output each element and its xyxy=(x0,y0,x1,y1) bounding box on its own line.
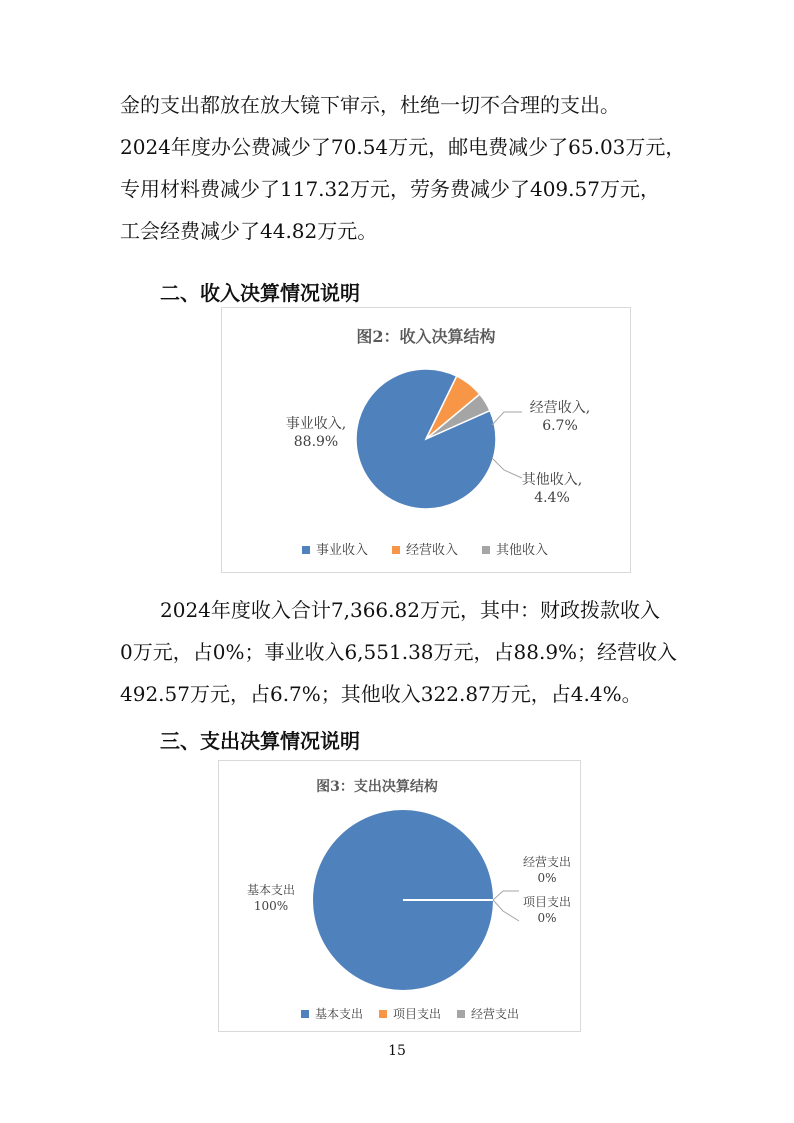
income-chart xyxy=(221,307,631,573)
data-label: 4.4% xyxy=(534,490,570,506)
legend-item: 事业收入 xyxy=(316,543,369,558)
leader-line xyxy=(493,891,519,900)
data-label: 6.7% xyxy=(542,418,578,434)
legend-item: 项目支出 xyxy=(393,1007,442,1021)
text-line: 专用材料费减少了117.32万元，劳务费减少了409.57万元， xyxy=(120,177,660,201)
legend-item: 其他收入 xyxy=(496,543,549,558)
text-line: 2024年度办公费减少了70.54万元，邮电费减少了65.03万元， xyxy=(120,135,686,159)
text-line: 492.57万元，占6.7%；其他收入322.87万元，占4.4%。 xyxy=(120,682,642,706)
data-label: 事业收入, xyxy=(285,416,347,432)
data-label: 其他收入, xyxy=(521,472,583,488)
page-number: 15 xyxy=(388,1043,406,1059)
expenditure-chart xyxy=(218,760,581,1032)
data-label: 88.9% xyxy=(293,434,339,450)
data-label: 项目支出 xyxy=(522,895,572,909)
legend-item: 经营支出 xyxy=(471,1007,520,1021)
leader-line xyxy=(492,458,522,478)
legend-item: 基本支出 xyxy=(315,1007,364,1021)
income-paragraph xyxy=(120,589,680,715)
text-line: 金的支出都放在放大镜下审示，杜绝一切不合理的支出。 xyxy=(120,93,620,117)
data-label: 经营支出 xyxy=(522,855,572,869)
legend-swatch xyxy=(392,546,400,554)
legend-item: 经营收入 xyxy=(406,543,459,558)
expenditure-pie-chart xyxy=(219,761,580,1031)
leader-line xyxy=(492,412,522,425)
legend-swatch xyxy=(302,546,310,554)
data-label: 100% xyxy=(253,899,289,913)
income-pie-chart xyxy=(222,308,630,572)
section-heading-expenditure: 三、支出决算情况说明 xyxy=(160,729,360,753)
leader-line xyxy=(493,900,519,921)
legend-swatch xyxy=(379,1010,387,1018)
chart-title: 图3：支出决算结构 xyxy=(316,779,438,795)
data-label: 经营收入, xyxy=(529,400,591,416)
data-label: 0% xyxy=(537,871,557,885)
legend-swatch xyxy=(301,1010,309,1018)
text-line: 2024年度收入合计7,366.82万元，其中：财政拨款收入 xyxy=(160,598,660,622)
data-label: 基本支出 xyxy=(246,883,296,897)
legend-swatch xyxy=(482,546,490,554)
legend-swatch xyxy=(457,1010,465,1018)
section-heading-income: 二、收入决算情况说明 xyxy=(160,281,360,305)
data-label: 0% xyxy=(537,911,557,925)
text-line: 0万元，占0%；事业收入6,551.38万元，占88.9%；经营收入 xyxy=(120,640,678,664)
text-line: 工会经费减少了44.82万元。 xyxy=(120,219,378,243)
chart-title: 图2：收入决算结构 xyxy=(356,327,496,346)
top-paragraph xyxy=(120,84,686,252)
